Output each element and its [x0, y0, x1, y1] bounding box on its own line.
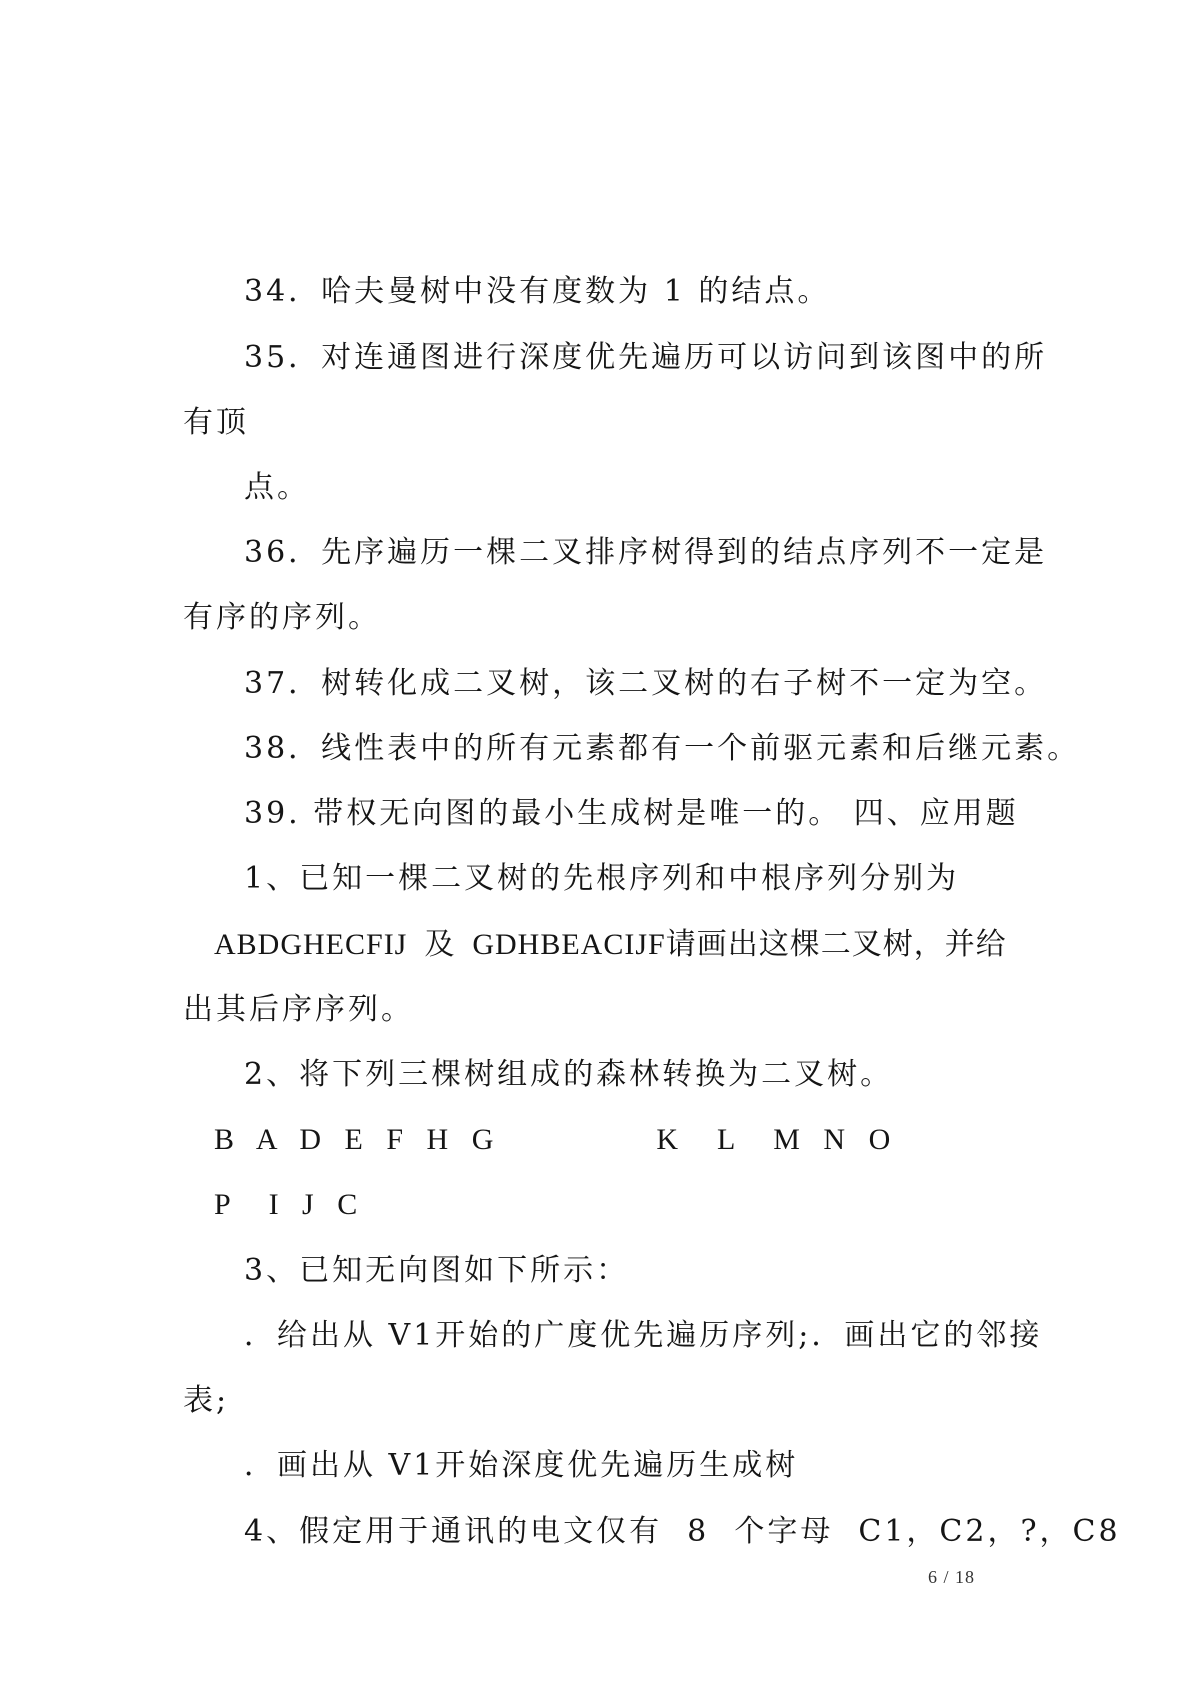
application-question-1: 1、已知一棵二叉树的先根序列和中根序列分别为 [244, 861, 960, 896]
application-question-1-sequences: ABDGHECFIJ 及 GDHBEACIJF请画出这棵二叉树，并给 [214, 928, 1007, 961]
question-35: 35．对连通图进行深度优先遍历可以访问到该图中的所 [244, 340, 1048, 375]
application-question-2: 2、将下列三棵树组成的森林转换为二叉树。 [244, 1057, 894, 1092]
question-38: 38．线性表中的所有元素都有一个前驱元素和后继元素。 [244, 731, 1081, 766]
application-question-4: 4、假定用于通讯的电文仅有 8 个字母 C1，C2，?，C8 [244, 1514, 1121, 1549]
application-question-3-task-1: ．给出从 V1开始的广度优先遍历序列;．画出它的邻接 [244, 1318, 1043, 1353]
question-36-continuation: 有序的序列。 [183, 600, 381, 635]
application-question-3: 3、已知无向图如下所示： [244, 1253, 630, 1288]
forest-nodes-line-1: B A D E F H G K L M N O [214, 1123, 899, 1156]
application-question-1-continuation: 出其后序序列。 [183, 992, 414, 1027]
question-35-continuation: 有顶 [183, 405, 249, 440]
application-question-3-task-1-continuation: 表; [183, 1383, 230, 1418]
application-question-3-task-2: ．画出从 V1开始深度优先遍历生成树 [244, 1448, 799, 1483]
question-39-and-section-heading: 39. 带权无向图的最小生成树是唯一的。 四、应用题 [244, 796, 1019, 831]
question-35-end: 点。 [244, 470, 310, 505]
question-36: 36．先序遍历一棵二叉排序树得到的结点序列不一定是 [244, 535, 1048, 570]
question-34: 34．哈夫曼树中没有度数为 1 的结点。 [244, 274, 831, 309]
page-number: 6 / 18 [928, 1567, 976, 1587]
forest-nodes-line-2: P I J C [214, 1188, 366, 1221]
question-37: 37．树转化成二叉树，该二叉树的右子树不一定为空。 [244, 666, 1048, 701]
